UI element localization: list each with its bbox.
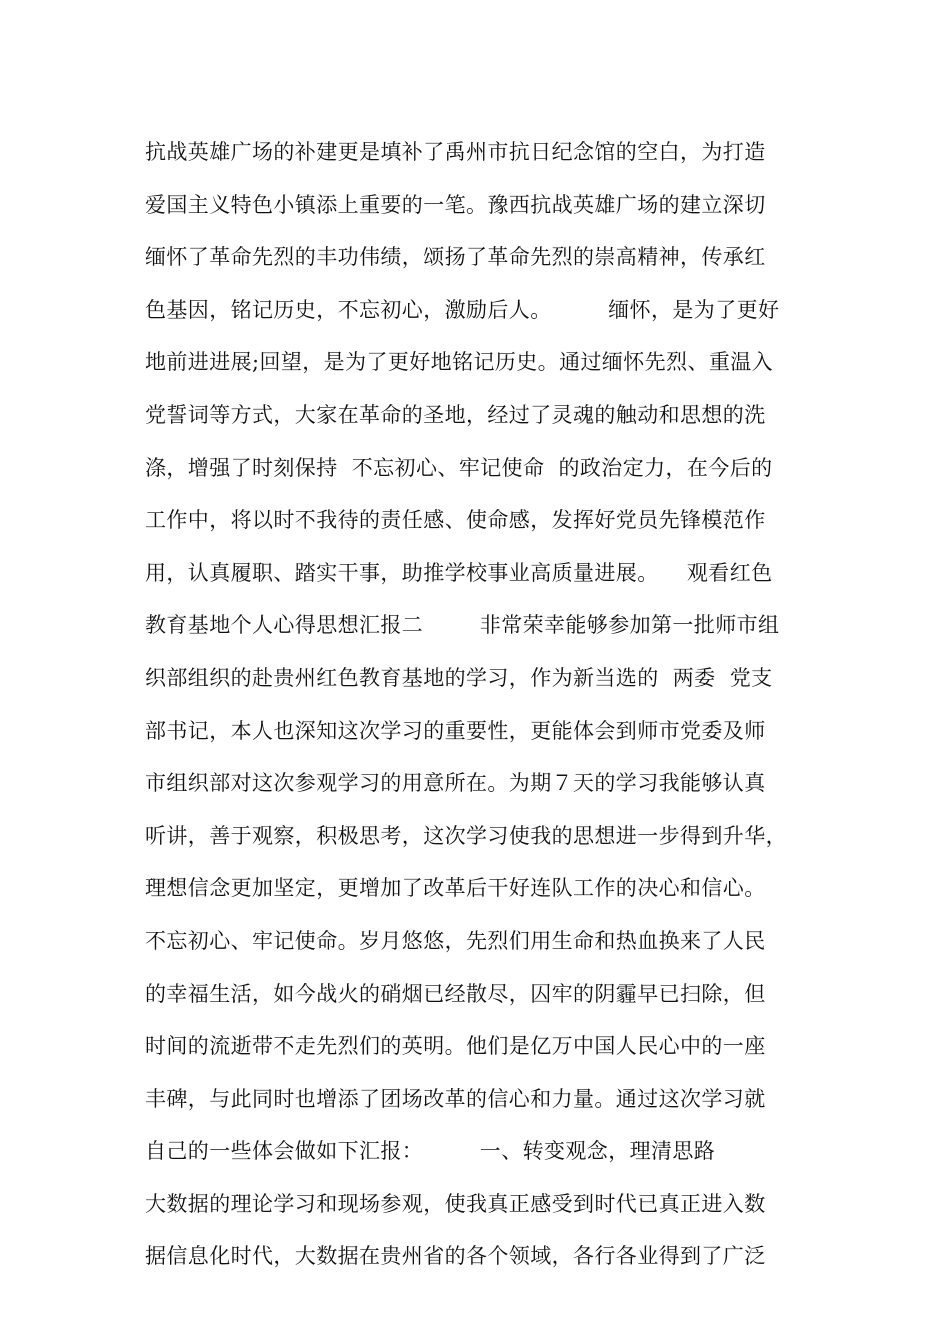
text-line: 用，认真履职、踏实干事，助推学校事业高质量进展。 观看红色: [145, 560, 773, 585]
text-line: 自己的一些体会做如下汇报： 一、转变观念，理清思路: [145, 1139, 716, 1164]
text-line: 缅怀了革命先烈的丰功伟绩，颂扬了革命先烈的崇高精神，传承红: [145, 245, 766, 270]
text-line: 丰碑，与此同时也增添了团场改革的信心和力量。通过这次学习就: [145, 1086, 766, 1111]
text-line: 理想信念更加坚定，更增加了改革后干好连队工作的决心和信心。: [145, 876, 766, 901]
text-line: 地前进进展;回望，是为了更好地铭记历史。通过缅怀先烈、重温入: [145, 350, 774, 375]
text-line: 部书记，本人也深知这次学习的重要性，更能体会到师市党委及师: [145, 718, 766, 743]
text-line: 大数据的理论学习和现场参观，使我真正感受到时代已真正进入数: [145, 1191, 766, 1216]
text-line: 时间的流逝带不走先烈们的英明。他们是亿万中国人民心中的一座: [145, 1034, 766, 1059]
text-line: 教育基地个人心得思想汇报二 非常荣幸能够参加第一批师市组: [145, 613, 780, 638]
text-line: 色基因，铭记历史，不忘初心，激励后人。 缅怀，是为了更好: [145, 297, 780, 322]
text-line: 爱国主义特色小镇添上重要的一笔。豫西抗战英雄广场的建立深切: [145, 192, 766, 217]
text-line: 抗战英雄广场的补建更是填补了禹州市抗日纪念馆的空白，为打造: [145, 140, 766, 164]
text-line: 的幸福生活，如今战火的硝烟已经散尽，囚牢的阴霾早已扫除，但: [145, 981, 766, 1006]
text-line: 不忘初心、牢记使命。岁月悠悠，先烈们用生命和热血换来了人民: [145, 928, 766, 953]
text-line: 工作中，将以时不我待的责任感、使命感，发挥好党员先锋模范作: [145, 508, 766, 533]
text-line: 党誓词等方式，大家在革命的圣地，经过了灵魂的触动和思想的洗: [145, 402, 766, 427]
text-line: 听讲，善于观察，积极思考，这次学习使我的思想进一步得到升华，: [145, 823, 787, 848]
text-line: 据信息化时代，大数据在贵州省的各个领域，各行各业得到了广泛: [145, 1244, 766, 1269]
text-line: 织部组织的赴贵州红色教育基地的学习，作为新当选的 两委 党支: [145, 665, 773, 690]
body-text: [145, 132, 825, 1289]
text-line: 市组织部对这次参观学习的用意所在。为期７天的学习我能够认真: [145, 771, 766, 796]
text-line: 涤，增强了时刻保持 不忘初心、牢记使命 的政治定力，在今后的: [145, 455, 773, 480]
